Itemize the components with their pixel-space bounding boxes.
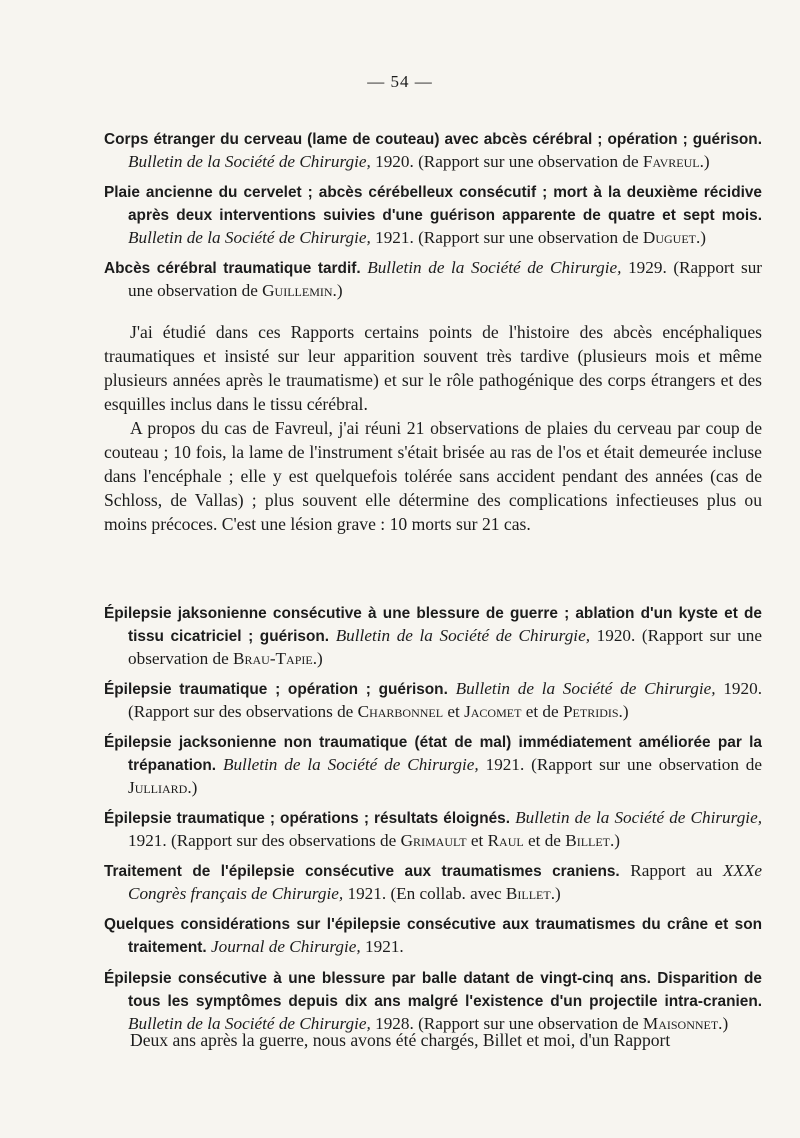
commentary-paragraph: J'ai étudié dans ces Rapports certains points de l'histoire des abcès encéphaliques traumatiques et insisté sur leur apparition souvent très tardive (plusieurs mois et même plusieurs années après le traumatisme) et sur le rôle pathogénique des corps étrangers et des esquilles inclus dans le tissu cérébral. (104, 322, 762, 414)
bibliography-entry (104, 181, 762, 249)
bibliography-section-epilepsy (104, 602, 762, 1043)
bibliography-entry (104, 128, 762, 173)
entry-year: 1929. (628, 258, 667, 277)
entry-title: Corps étranger du cerveau (lame de couteau) avec abcès cérébral ; opération ; guérison. (104, 131, 762, 148)
entry-title: Quelques considérations sur l'épilepsie consécutive aux traumatismes du crâne et son traitement. (104, 916, 762, 956)
entry-author: Maisonnet.) (642, 1014, 729, 1033)
entry-connector: et (447, 702, 460, 721)
entry-note: (En collab. avec (390, 884, 502, 903)
commentary-paragraph: A propos du cas de Favreul, j'ai réuni 21 observations de plaies du cerveau par coup de couteau ; 10 fois, la lame de l'instrument s'était brisée au ras de l'os et était demeurée incluse dans l'encéphale ; elle y est quelquefois tolérée sans accident pendant des années (cas de Schloss, de Vallas) ; plus souvent elle détermine des complications infectieuses plus ou moins précoces. C'est une lésion grave : 10 morts sur 21 cas. (104, 418, 762, 534)
entry-journal: Bulletin de la Société de Chirurgie, (515, 808, 762, 827)
entry-year: 1921. (347, 884, 387, 903)
bibliography-entry (104, 731, 762, 799)
page-number: — 54 — (367, 72, 433, 91)
entry-author: Duguet.) (642, 228, 706, 247)
entry-author: Billet.) (565, 831, 621, 850)
entry-title: Épilepsie jaksonienne consécutive à une blessure de guerre ; ablation d'un kyste et de tissu cicatriciel ; guérison. (104, 605, 762, 645)
entry-connector: et de (528, 831, 561, 850)
entry-author: Guillemin.) (262, 281, 343, 300)
entry-plain-text: Rapport au (630, 861, 713, 880)
entry-journal: Bulletin de la Société de Chirurgie, (128, 1014, 371, 1033)
entry-journal: Journal de Chirurgie, (210, 937, 361, 956)
entry-title: Plaie ancienne du cervelet ; abcès cérébelleux consécutif ; mort à la deuxième récidive après deux interventions suivies d'une guérison apparente de quatre et sept mois. (104, 184, 762, 224)
entry-title: Épilepsie traumatique ; opérations ; résultats éloignés. (104, 810, 510, 827)
entry-author: Grimault (400, 831, 467, 850)
entry-journal: Bulletin de la Société de Chirurgie, (455, 679, 716, 698)
entry-note: (Rapport sur une observation de (418, 152, 639, 171)
entry-journal: Bulletin de la Société de Chirurgie, (367, 258, 622, 277)
bibliography-entry (104, 678, 762, 723)
entry-title: Épilepsie consécutive à une blessure par balle datant de vingt-cinq ans. Disparition de tous les symptômes depuis dix ans malgré l'existence d'un projectile intra-cranien. (104, 970, 762, 1010)
bibliography-entry (104, 807, 762, 852)
entry-journal: Bulletin de la Société de Chirurgie, (128, 152, 371, 171)
entry-note: (Rapport sur une observation de (531, 755, 763, 774)
entry-journal: Bulletin de la Société de Chirurgie, (222, 755, 479, 774)
entry-note: (Rapport sur des observations de (128, 702, 354, 721)
entry-year: 1921. (485, 755, 525, 774)
entry-year: 1920. (723, 679, 762, 698)
bibliography-entry (104, 967, 762, 1035)
entry-year: 1920. (596, 626, 636, 645)
entry-year: 1928. (375, 1014, 414, 1033)
entry-author: Favreul.) (642, 152, 710, 171)
bibliography-entry (104, 913, 762, 959)
bibliography-section-abscess (104, 128, 762, 310)
entry-author: Petridis.) (562, 702, 629, 721)
bibliography-entry (104, 602, 762, 670)
entry-year: 1921. (375, 228, 414, 247)
entry-author: Billet.) (505, 884, 561, 903)
entry-journal: XXXe Congrès français de Chirurgie, (128, 861, 762, 903)
entry-title: Épilepsie traumatique ; opération ; guérison. (104, 681, 448, 698)
entry-author: Charbonnel (357, 702, 444, 721)
entry-connector: et de (525, 702, 559, 721)
entry-year: 1921. (128, 831, 167, 850)
entry-year: 1920. (375, 152, 414, 171)
bibliography-entry (104, 860, 762, 905)
entry-author: Raul (487, 831, 524, 850)
entry-author: Brau-Tapie.) (233, 649, 323, 668)
entry-author: Jacomet (464, 702, 522, 721)
entry-journal: Bulletin de la Société de Chirurgie, (335, 626, 591, 645)
entry-note: (Rapport sur une observation de (128, 626, 763, 668)
entry-note: (Rapport sur des observations de (170, 831, 397, 850)
entry-note: (Rapport sur une observation de (418, 1014, 639, 1033)
entry-author: Julliard.) (128, 778, 198, 797)
entry-note: (Rapport sur une observation de (128, 258, 763, 300)
entry-connector: et (470, 831, 484, 850)
entry-note: (Rapport sur une observation de (418, 228, 639, 247)
entry-journal: Bulletin de la Société de Chirurgie, (128, 228, 371, 247)
closing-paragraph: Deux ans après la guerre, nous avons été chargés, Billet et moi, d'un Rapport (130, 1030, 671, 1050)
commentary-section (104, 320, 762, 536)
entry-year: 1921. (365, 937, 404, 956)
closing-section (104, 1028, 762, 1052)
entry-title: Traitement de l'épilepsie consécutive aux traumatismes craniens. (104, 863, 620, 880)
bibliography-entry (104, 257, 762, 302)
entry-title: Épilepsie jacksonienne non traumatique (état de mal) immédiatement améliorée par la trépanation. (104, 734, 762, 774)
entry-title: Abcès cérébral traumatique tardif. (104, 260, 361, 277)
